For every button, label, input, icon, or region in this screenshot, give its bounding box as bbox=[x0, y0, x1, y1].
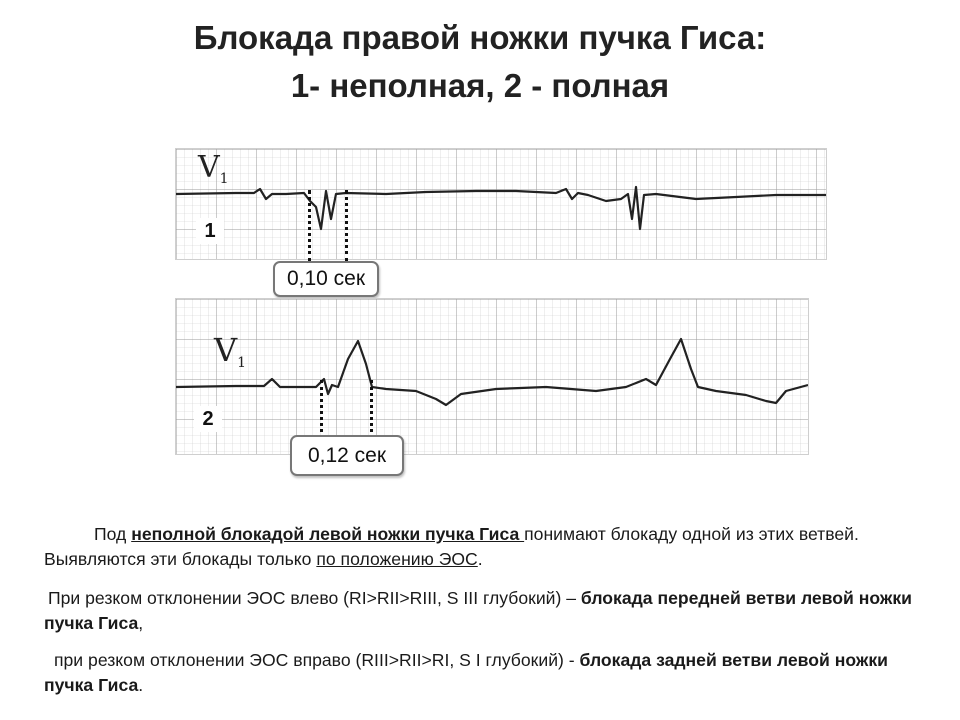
paragraph-3-tail: . bbox=[138, 675, 144, 695]
interval-line-1b bbox=[345, 190, 348, 262]
paragraph-1-end: . bbox=[477, 549, 483, 569]
title-line-2: 1- неполная, 2 - полная bbox=[290, 67, 670, 104]
strip-number-1: 1 bbox=[196, 218, 224, 244]
paragraph-1-body: понимают блокаду одной из этих ветвей. Выявляются эти блокады только bbox=[44, 524, 859, 569]
ecg-strip-2 bbox=[175, 298, 809, 455]
paragraph-2-bold: блокада передней ветви левой ножки пучка Гиса bbox=[44, 588, 912, 633]
paragraph-3-bold: блокада задней ветви левой ножки пучка Гиса bbox=[44, 650, 888, 695]
ecg-trace-1 bbox=[176, 149, 826, 259]
title-line-1: Блокада правой ножки пучка Гиса: bbox=[193, 19, 767, 56]
paragraph-3 bbox=[44, 648, 914, 698]
interval-line-1a bbox=[308, 190, 311, 262]
paragraph-2-text: При резком отклонении ЭОС влево (RI>RII>RIII, S III глубокий) – bbox=[48, 588, 581, 608]
paragraph-2-tail: , bbox=[138, 613, 144, 633]
interval-label-2: 0,12 сек bbox=[290, 435, 404, 476]
paragraph-1-underlined: по положению ЭОС bbox=[316, 549, 478, 569]
ecg-trace-2 bbox=[176, 299, 808, 454]
lead-label-2: V1 bbox=[214, 331, 247, 371]
paragraph-1 bbox=[44, 522, 914, 572]
interval-line-2a bbox=[320, 380, 323, 438]
ecg-strip-1 bbox=[175, 148, 827, 260]
paragraph-2 bbox=[44, 586, 914, 636]
interval-line-2b bbox=[370, 380, 373, 438]
lead-label-1: $V_1$ bbox=[198, 150, 229, 187]
paragraph-1-term: неполной блокадой левой ножки пучка Гиса bbox=[131, 524, 525, 544]
paragraph-3-text: при резком отклонении ЭОС вправо (RIII>RII>RI, S I глубокий) - bbox=[54, 650, 580, 670]
paragraph-1-intro: Под bbox=[94, 524, 132, 544]
slide-title bbox=[60, 14, 900, 110]
strip-number-2: 2 bbox=[194, 406, 222, 432]
interval-label-1: 0,10 сек bbox=[273, 261, 379, 297]
